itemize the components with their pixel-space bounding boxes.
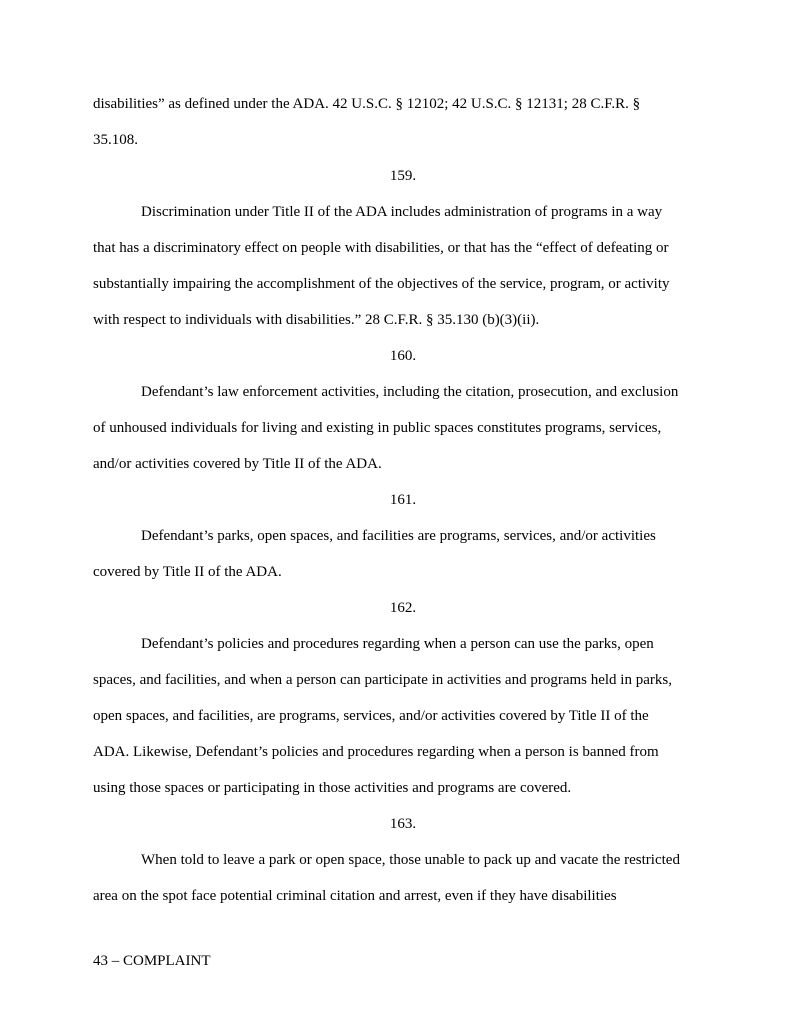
- body-text-line: and/or activities covered by Title II of the ADA.: [93, 456, 382, 472]
- body-text-line: Defendant’s policies and procedures regarding when a person can use the parks, open: [141, 636, 654, 652]
- body-text-line: using those spaces or participating in those activities and programs are covered.: [93, 780, 572, 796]
- body-text-line: disabilities” as defined under the ADA. 42 U.S.C. § 12102; 42 U.S.C. § 12131; 28 C.F.R. §: [93, 96, 641, 112]
- paragraph-number: 161.: [389, 492, 417, 508]
- paragraph-number: 163.: [389, 816, 417, 832]
- body-text-line: covered by Title II of the ADA.: [93, 564, 282, 580]
- paragraph-number: 160.: [389, 348, 417, 364]
- body-text-line: spaces, and facilities, and when a person can participate in activities and programs held in parks,: [93, 672, 672, 688]
- page-footer: 43 – COMPLAINT: [93, 953, 211, 969]
- paragraph-number: 159.: [389, 168, 417, 184]
- body-text-line: When told to leave a park or open space, those unable to pack up and vacate the restricted: [141, 852, 680, 868]
- body-text-line: substantially impairing the accomplishment of the objectives of the service, program, or activity: [93, 276, 670, 292]
- body-text-line: 35.108.: [93, 132, 138, 148]
- paragraph-number: 162.: [389, 600, 417, 616]
- body-text-line: that has a discriminatory effect on people with disabilities, or that has the “effect of defeating or: [93, 240, 669, 256]
- body-text-line: open spaces, and facilities, are programs, services, and/or activities covered by Title II of the: [93, 708, 649, 724]
- body-text-line: with respect to individuals with disabilities.” 28 C.F.R. § 35.130 (b)(3)(ii).: [93, 312, 540, 328]
- body-text-line: Defendant’s law enforcement activities, including the citation, prosecution, and exclusion: [141, 384, 679, 400]
- body-text-line: of unhoused individuals for living and existing in public spaces constitutes programs, services,: [93, 420, 662, 436]
- body-text-line: Discrimination under Title II of the ADA includes administration of programs in a way: [141, 204, 663, 220]
- body-text-line: Defendant’s parks, open spaces, and facilities are programs, services, and/or activities: [141, 528, 656, 544]
- body-text-line: ADA. Likewise, Defendant’s policies and procedures regarding when a person is banned from: [93, 744, 659, 760]
- body-text-line: area on the spot face potential criminal citation and arrest, even if they have disabilities: [93, 888, 617, 904]
